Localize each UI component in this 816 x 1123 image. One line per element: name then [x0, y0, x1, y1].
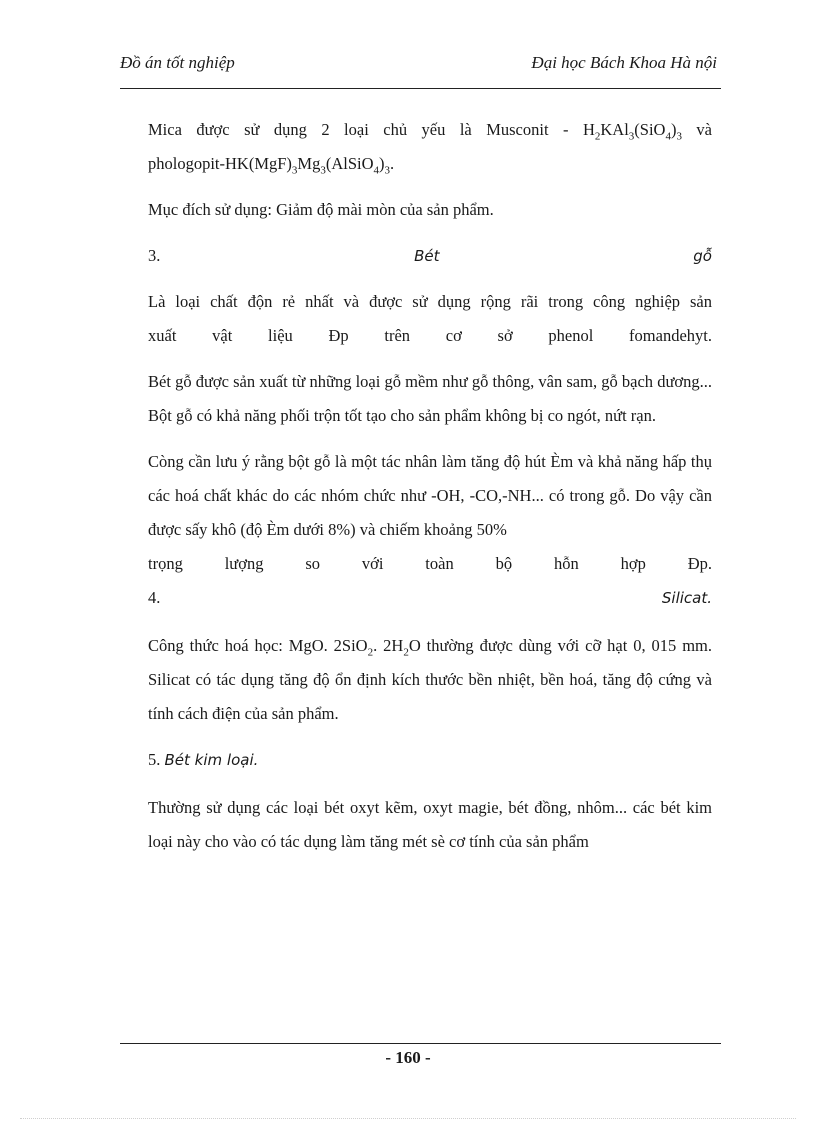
page-number: - 160 -	[385, 1048, 431, 1067]
section-5-heading	[148, 743, 712, 777]
section-5-number: 5.	[148, 750, 161, 769]
section-3-heading	[148, 239, 712, 273]
paragraph-3c-last-line: trọng lượng so với toàn bộ hỗn hợp Đp.	[148, 554, 712, 573]
mica-line-1: Mica được sử dụng 2 loại chủ yếu là Musconit - $H_2KAl_3(SiO_4)_3$ và	[148, 120, 712, 143]
section-3-number: 3.	[148, 246, 161, 265]
section-5-title: Bét kim loại.	[164, 751, 259, 769]
paragraph-3c: Còng cần lưu ý rằng bột gỗ là một tác nhân làm tăng độ hút Èm và khả năng hấp thụ các hoá chất khác do các nhóm chức như -OH, -CO,-NH... có trong gỗ. Do vậy cần được sấy khô (độ Èm dưới 8%) và chiếm khoảng 50%	[148, 452, 712, 539]
paragraph-5: Thường sử dụng các loại bét oxyt kẽm, oxyt magie, bét đồng, nhôm... các bét kim loại này cho vào có tác dụng làm tăng mét sè cơ tính của sản phẩm	[148, 798, 712, 851]
section-3-word-1: Bét	[414, 247, 440, 265]
purpose-paragraph: Mục đích sử dụng: Giảm độ mài mòn của sản phẩm.	[148, 200, 494, 219]
section-4-heading	[148, 581, 712, 615]
paragraph-3a-line-2: xuất vật liệu Đp trên cơ sở phenol fomandehyt.	[148, 326, 712, 345]
paragraph-3b: Bét gỗ được sản xuất từ những loại gỗ mềm như gỗ thông, vân sam, gỗ bạch dương... Bột gỗ có khả năng phối trộn tốt tạo cho sản phẩm không bị co ngót, nứt rạn.	[148, 372, 712, 425]
header-right: Đại học Bách Khoa Hà nội	[531, 53, 717, 72]
section-4-title: Silicat.	[661, 589, 712, 607]
page-bottom-edge	[20, 1118, 796, 1119]
paragraph-3a-line-1: Là loại chất độn rẻ nhất và được sử dụng rộng rãi trong công nghiệp sản	[148, 292, 712, 311]
page-header	[120, 50, 721, 89]
footer-divider	[120, 1043, 721, 1044]
header-left: Đồ án tốt nghiệp	[120, 53, 235, 72]
section-4-number: 4.	[148, 588, 161, 607]
section-3-word-2: gỗ	[693, 247, 712, 265]
page-body	[148, 113, 712, 859]
paragraph-4: Công thức hoá học: MgO. 2SiO$_2$. $2H_2O$ thường được dùng với cỡ hạt 0, 015 mm. Silicat có tác dụng tăng độ ổn định kích thước bền nhiệt, bền hoá, tăng độ cứng và tính cách điện của sản phẩm.	[148, 636, 712, 723]
mica-line-2: phologopit-$HK(MgF)_3Mg_3(AlSiO_4)_3$.	[148, 154, 395, 177]
